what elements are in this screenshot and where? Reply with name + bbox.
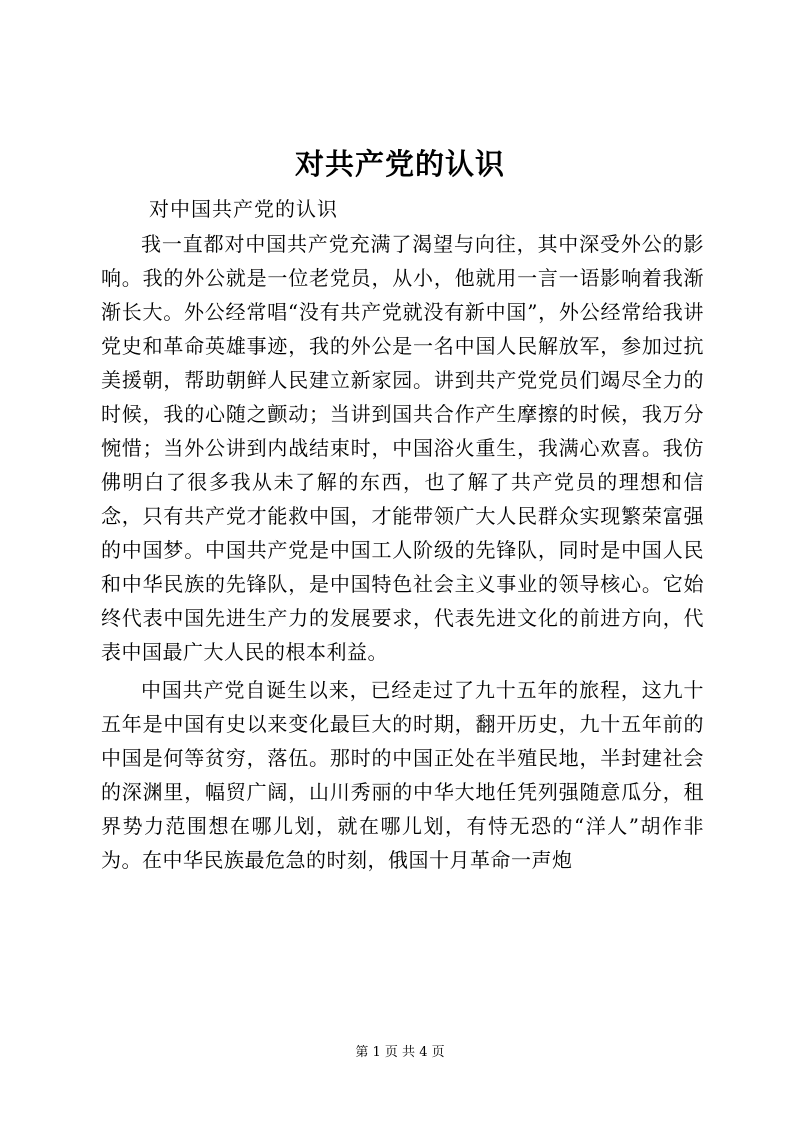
paragraph-1: 我一直都对中国共产党充满了渴望与向往，其中深受外公的影响。我的外公就是一位老党员，从小，他就用一言一语影响着我渐渐长大。外公经常唱“没有共产党就没有新中国”，外公经常给我讲党史和革命英雄事迹，我的外公是一名中国人民解放军，参加过抗美援朝，帮助朝鲜人民建立新家园。讲到共产党党员们竭尽全力的时候，我的心随之颤动；当讲到国共合作产生摩擦的时候，我万分惋惜；当外公讲到内战结束时，中国浴火重生，我满心欢喜。我仿佛明白了很多我从未了解的东西，也了解了共产党员的理想和信念，只有共产党才能救中国，才能带领广大人民群众实现繁荣富强的中国梦。中国共产党是中国工人阶级的先锋队，同时是中国人民和中华民族的先锋队，是中国特色社会主义事业的领导核心。它始终代表中国先进生产力的发展要求，代表先进文化的前进方向，代表中国最广大人民的根本利益。 bbox=[101, 232, 704, 664]
document-subtitle: 对中国共产党的认识 bbox=[149, 197, 338, 221]
document-title: 对共产党的认识 bbox=[294, 147, 505, 181]
page-footer bbox=[0, 1043, 800, 1063]
page-number: 第 1 页 共 4 页 bbox=[355, 1045, 445, 1060]
paragraph-2: 中国共产党自诞生以来，已经走过了九十五年的旅程，这九十五年是中国有史以来变化最巨大的时期，翻开历史，九十五年前的中国是何等贫穷，落伍。那时的中国正处在半殖民地，半封建社会的深渊里，幅贸广阔，山川秀丽的中华大地任凭列强随意瓜分，租界势力范围想在哪儿划，就在哪儿划，有恃无恐的“洋人”胡作非为。在中华民族最危急的时刻，俄国十月革命一声炮 bbox=[101, 678, 704, 872]
document-body bbox=[101, 227, 704, 881]
